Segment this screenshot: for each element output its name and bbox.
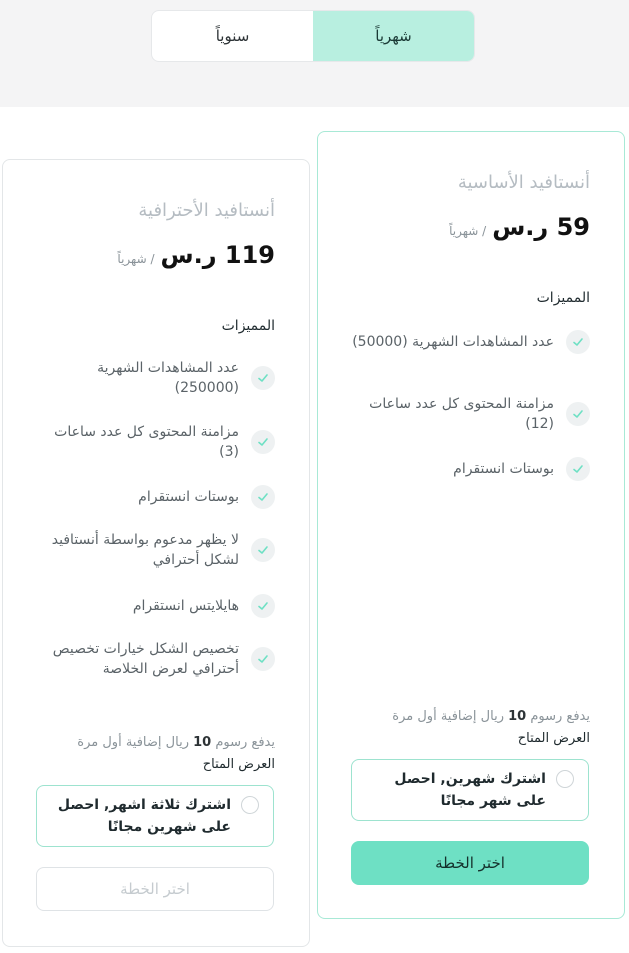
offer-option[interactable]	[36, 785, 274, 847]
feature-item	[350, 330, 590, 354]
plan-card-pro	[2, 159, 310, 947]
feature-text: بوستات انستقرام	[453, 461, 554, 477]
offer-label: العرض المتاح	[202, 757, 275, 772]
check-icon	[566, 457, 590, 481]
offer-text: اشترك ثلاثة اشهر, احصل على شهرين مجانًا	[57, 797, 231, 835]
plan-name: أنستافيد الأساسية	[457, 172, 590, 193]
feature-text: هايلايتس انستقرام	[132, 598, 239, 614]
check-icon	[566, 330, 590, 354]
feature-item	[35, 594, 275, 618]
fee-prefix: يدفع رسوم	[215, 735, 275, 750]
fee-suffix: ريال إضافية أول مرة	[77, 735, 189, 750]
features-title: المميزات	[536, 290, 590, 306]
offer-option[interactable]	[351, 759, 589, 821]
plan-price	[117, 241, 275, 269]
feature-item	[35, 530, 275, 570]
choose-plan-button[interactable]: اختر الخطة	[36, 867, 274, 911]
feature-item	[35, 485, 275, 509]
choose-plan-button[interactable]: اختر الخطة	[351, 841, 589, 885]
radio-icon[interactable]	[556, 770, 574, 788]
fee-suffix: ريال إضافية أول مرة	[392, 709, 504, 724]
check-icon	[251, 366, 275, 390]
setup-fee-note	[77, 735, 275, 750]
plan-name: أنستافيد الأحترافية	[138, 200, 275, 221]
setup-fee-note	[392, 709, 590, 724]
feature-item	[35, 639, 275, 679]
feature-text: عدد المشاهدات الشهرية (250000)	[97, 360, 239, 396]
offer-text: اشترك شهرين, احصل على شهر مجانًا	[394, 771, 546, 809]
check-icon	[251, 430, 275, 454]
fee-amount: 10	[193, 735, 212, 750]
price-period: / شهرياً	[117, 252, 155, 266]
check-icon	[251, 485, 275, 509]
feature-item	[35, 422, 275, 462]
fee-prefix: يدفع رسوم	[530, 709, 590, 724]
check-icon	[251, 594, 275, 618]
monthly-toggle-button[interactable]: شهرياً	[313, 11, 474, 61]
feature-text: مزامنة المحتوى كل عدد ساعات (12)	[369, 396, 554, 432]
feature-text: بوستات انستقرام	[138, 489, 239, 505]
feature-item	[350, 394, 590, 434]
yearly-toggle-button[interactable]: سنوياً	[215, 27, 250, 45]
offer-label: العرض المتاح	[517, 731, 590, 746]
plan-card-basic	[317, 131, 625, 919]
feature-text: لا يظهر مدعوم بواسطة أنستافيد لشكل أحترافي	[51, 532, 239, 568]
feature-text: مزامنة المحتوى كل عدد ساعات (3)	[54, 424, 239, 460]
plan-price	[449, 213, 590, 241]
billing-period-toggle	[151, 10, 475, 62]
features-title: المميزات	[221, 318, 275, 334]
check-icon	[566, 402, 590, 426]
feature-text: عدد المشاهدات الشهرية (50000)	[352, 334, 554, 350]
radio-icon[interactable]	[241, 796, 259, 814]
feature-text: تخصيص الشكل خيارات تخصيص أحترافي لعرض الخلاصة	[52, 641, 239, 677]
feature-item	[350, 457, 590, 481]
price-amount: 59 ر.س	[492, 213, 590, 241]
feature-item	[35, 358, 275, 398]
fee-amount: 10	[508, 709, 527, 724]
check-icon	[251, 647, 275, 671]
price-amount: 119 ر.س	[160, 241, 275, 269]
price-period: / شهرياً	[449, 224, 487, 238]
check-icon	[251, 538, 275, 562]
